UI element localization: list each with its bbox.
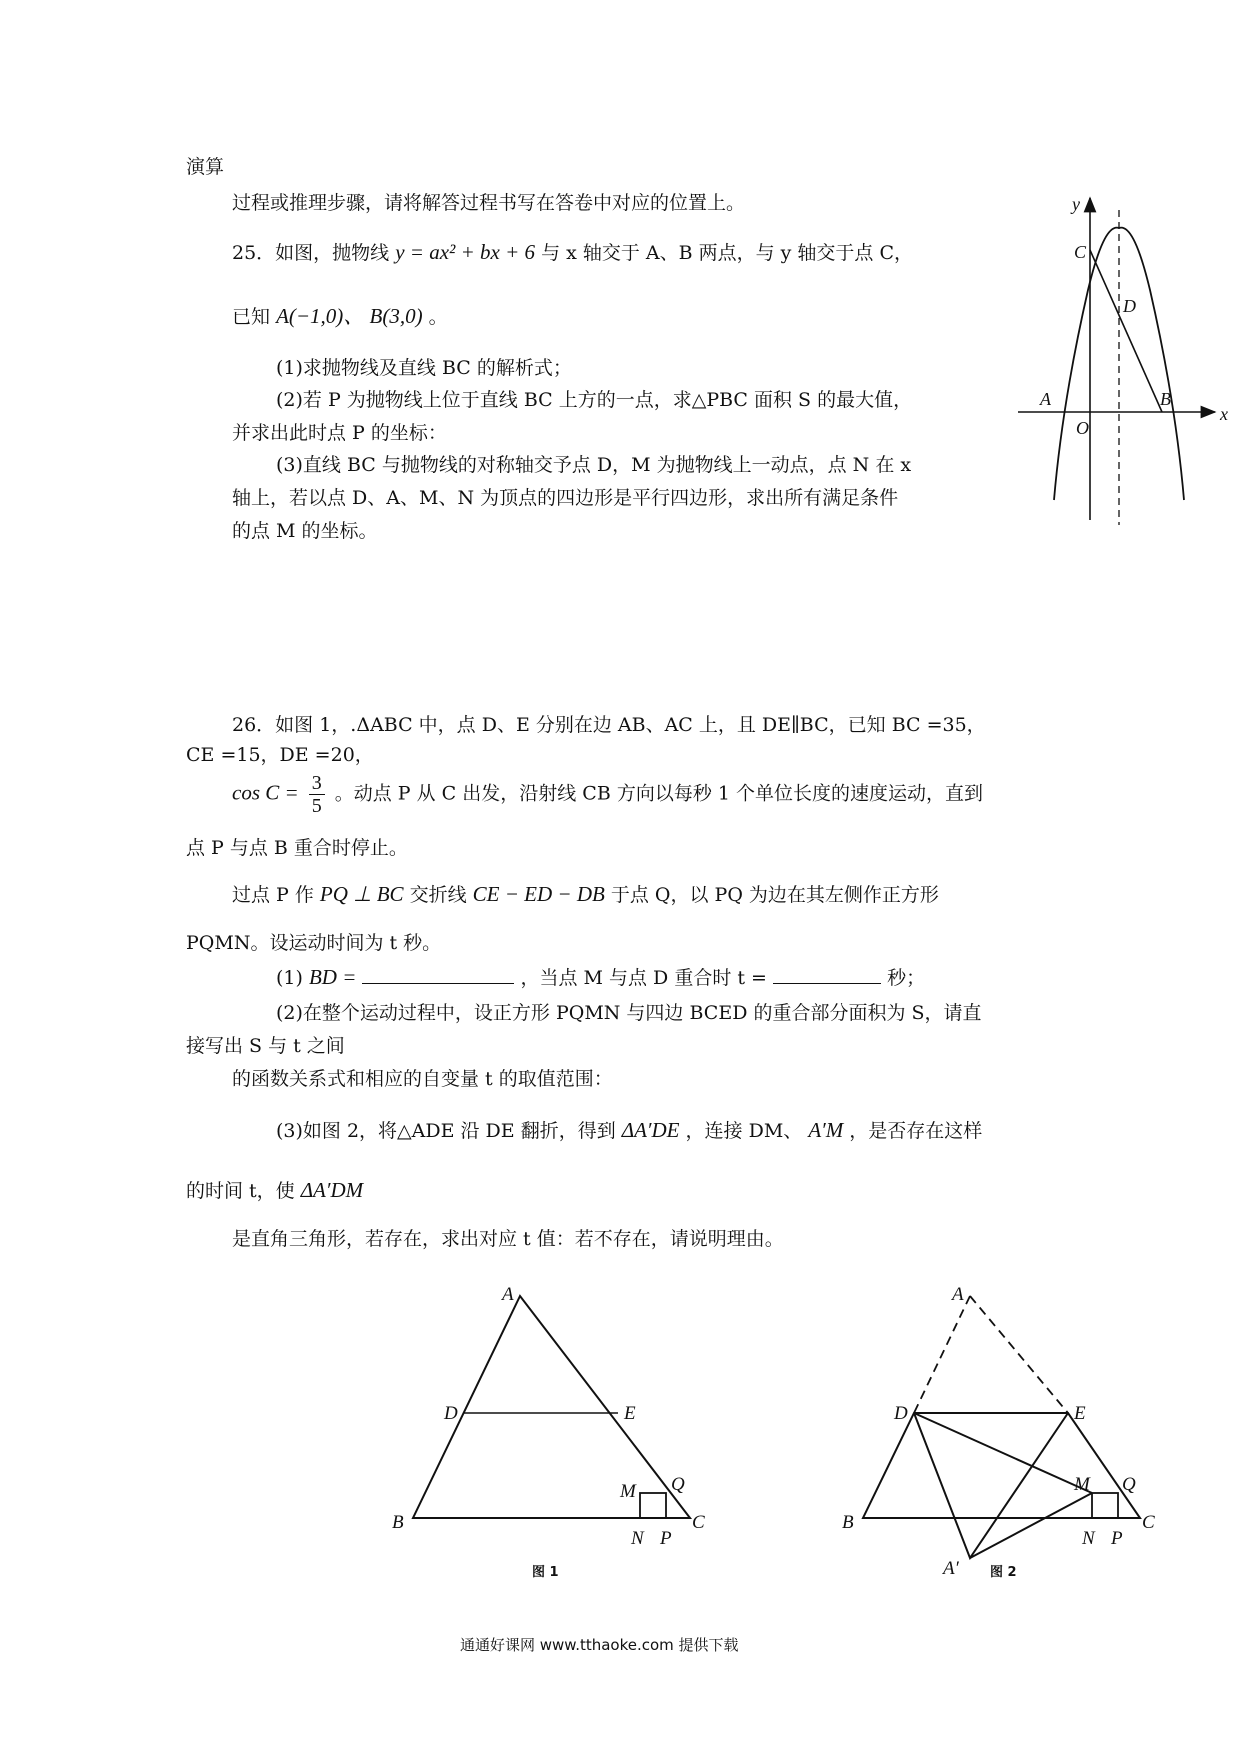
label-d: D [1123, 296, 1136, 316]
q26-line-2: CE =15，DE =20， [186, 744, 374, 766]
fig2-caption: 图 2 [990, 1565, 1017, 1578]
fig1-label-q: Q [671, 1474, 685, 1495]
q25-part-3b: 轴上，若以点 D、A、M、N 为顶点的四边形是平行四边形，求出所有满足条件 [232, 487, 899, 509]
q26-part-3-math2: A′M [808, 1118, 844, 1142]
fig2-label-b: B [842, 1512, 854, 1533]
q26-part-3 [276, 1116, 982, 1143]
q25-part-2a: (2)若 P 为抛物线上位于直线 BC 上方的一点，求△PBC 面积 S 的最大值， [276, 389, 913, 411]
q26-cos-denominator: 5 [311, 795, 322, 817]
q25-part-1: (1)求抛物线及直线 BC 的解析式； [276, 357, 572, 379]
dashed-ae [970, 1296, 1068, 1413]
segment-a2m [970, 1493, 1092, 1558]
fig2-label-d: D [894, 1403, 908, 1424]
label-b: B [1160, 389, 1171, 409]
q26-line-4: 点 P 与点 B 重合时停止。 [186, 837, 408, 859]
q26-cos-prefix: cos C = [232, 780, 299, 805]
q25-number: 25．如图，抛物线 [232, 242, 390, 264]
q26-part-3-math3: ΔA′DM [300, 1178, 364, 1202]
q26-part-1c: 秒； [887, 967, 926, 989]
fig1-label-d: D [444, 1403, 458, 1424]
q25-known-points [232, 300, 448, 330]
fig1-label-a: A [502, 1284, 514, 1305]
fig2-label-m: M [1074, 1474, 1090, 1495]
fig1-label-b: B [392, 1512, 404, 1533]
q26-line-5c: 于点 Q，以 PQ 为边在其左侧作正方形 [610, 884, 939, 906]
q26-part-1b: ，当点 M 与点 D 重合时 t = [520, 967, 767, 989]
fig1-label-c: C [692, 1512, 705, 1533]
q25-part-3a: (3)直线 BC 与抛物线的对称轴交予点 D，M 为抛物线上一动点，点 N 在 x [276, 454, 912, 476]
fig2-label-p: P [1111, 1528, 1123, 1549]
q26-part-3a: (3)如图 2，将△ADE 沿 DE 翻折，得到 [276, 1120, 616, 1142]
fig2-label-c: C [1142, 1512, 1155, 1533]
q26-cos-numerator: 3 [309, 772, 325, 795]
fig1-caption: 图 1 [532, 1565, 559, 1578]
fig1-label-p: P [660, 1528, 672, 1549]
fig2-label-a: A [952, 1284, 964, 1305]
q26-part-3d-line [186, 1176, 363, 1203]
q26-line-1: 26．如图 1，.ΔABC 中，点 D、E 分别在边 AB、AC 上，且 DE∥BC，已知 BC =35， [232, 714, 986, 736]
q25-part-2b: 并求出此时点 P 的坐标： [232, 422, 447, 444]
q26-line-5-math2: CE − ED − DB [472, 882, 605, 906]
header-line-2: 过程或推理步骤，请将解答过程书写在答卷中对应的位置上。 [232, 192, 746, 214]
label-c: C [1074, 242, 1087, 262]
q26-line-5b: 交折线 [409, 884, 467, 906]
q26-part-3b: ，连接 DM、 [685, 1120, 803, 1142]
q25-period: 。 [428, 306, 448, 328]
footer-credit: 通通好课网 www.tthaoke.com 提供下载 [460, 1636, 739, 1654]
q25-intro [232, 238, 913, 265]
q26-answer-blank-2[interactable] [773, 965, 881, 984]
q26-part-3e: 是直角三角形，若存在，求出对应 t 值：若不存在，请说明理由。 [232, 1228, 784, 1250]
q25-part-3c: 的点 M 的坐标。 [232, 520, 378, 542]
q26-line-6: PQMN。设运动时间为 t 秒。 [186, 932, 442, 954]
line-bc [1090, 250, 1162, 412]
square-pqmn [640, 1493, 666, 1518]
fig2-label-a-prime: A′ [943, 1558, 959, 1578]
label-a: A [1040, 389, 1051, 409]
q26-answer-blank-1[interactable] [362, 965, 514, 984]
q26-part-1-math: BD = [308, 965, 357, 989]
q26-figure-1 [380, 1278, 720, 1578]
q26-line-5 [232, 880, 939, 907]
parabola-curve [1054, 228, 1184, 500]
label-y: y [1072, 194, 1080, 214]
q25-parabola-figure [1000, 190, 1235, 530]
q25-intro-tail: 与 x 轴交于 A、B 两点，与 y 轴交于点 C， [541, 242, 914, 264]
q26-cos-fraction [309, 772, 325, 817]
fig2-label-q: Q [1122, 1474, 1136, 1495]
fig1-label-n: N [631, 1528, 644, 1549]
q26-line-3 [232, 772, 983, 817]
fig2-label-e: E [1074, 1403, 1086, 1424]
q25-known: 已知 [232, 306, 271, 328]
q26-part-1 [276, 963, 925, 990]
q26-part-3c: ，是否存在这样 [849, 1120, 983, 1142]
fig1-label-m: M [620, 1481, 636, 1502]
q26-line-5-math: PQ ⊥ BC [319, 882, 404, 906]
fig2-label-n: N [1082, 1528, 1095, 1549]
q25-points: A(−1,0)、 B(3,0) [276, 304, 423, 328]
q25-equation: y = ax² + bx + 6 [395, 240, 536, 264]
label-x: x [1220, 404, 1228, 424]
header-line-1: 演算 [186, 156, 225, 178]
q26-part-3d: 的时间 t，使 [186, 1180, 295, 1202]
folded-triangle [914, 1413, 1068, 1558]
fig1-label-e: E [624, 1403, 636, 1424]
trapezoid-bced [863, 1413, 1140, 1518]
q26-part-2b: 接写出 S 与 t 之间 [186, 1035, 345, 1057]
q26-part-2a: (2)在整个运动过程中，设正方形 PQMN 与四边 BCED 的重合部分面积为 S，请直 [276, 1002, 982, 1024]
dashed-ad [914, 1296, 970, 1413]
square-pqmn-2 [1092, 1493, 1118, 1518]
q26-line-5a: 过点 P 作 [232, 884, 314, 906]
q26-line-3-tail: 。动点 P 从 C 出发，沿射线 CB 方向以每秒 1 个单位长度的速度运动，直到 [334, 782, 983, 805]
q26-figure-2 [830, 1278, 1170, 1578]
q26-part-1a: (1) [276, 967, 303, 989]
q26-part-3-math: ΔA′DE [621, 1118, 680, 1142]
label-o: O [1076, 418, 1089, 438]
q26-part-2c: 的函数关系式和相应的自变量 t 的取值范围： [232, 1068, 613, 1090]
